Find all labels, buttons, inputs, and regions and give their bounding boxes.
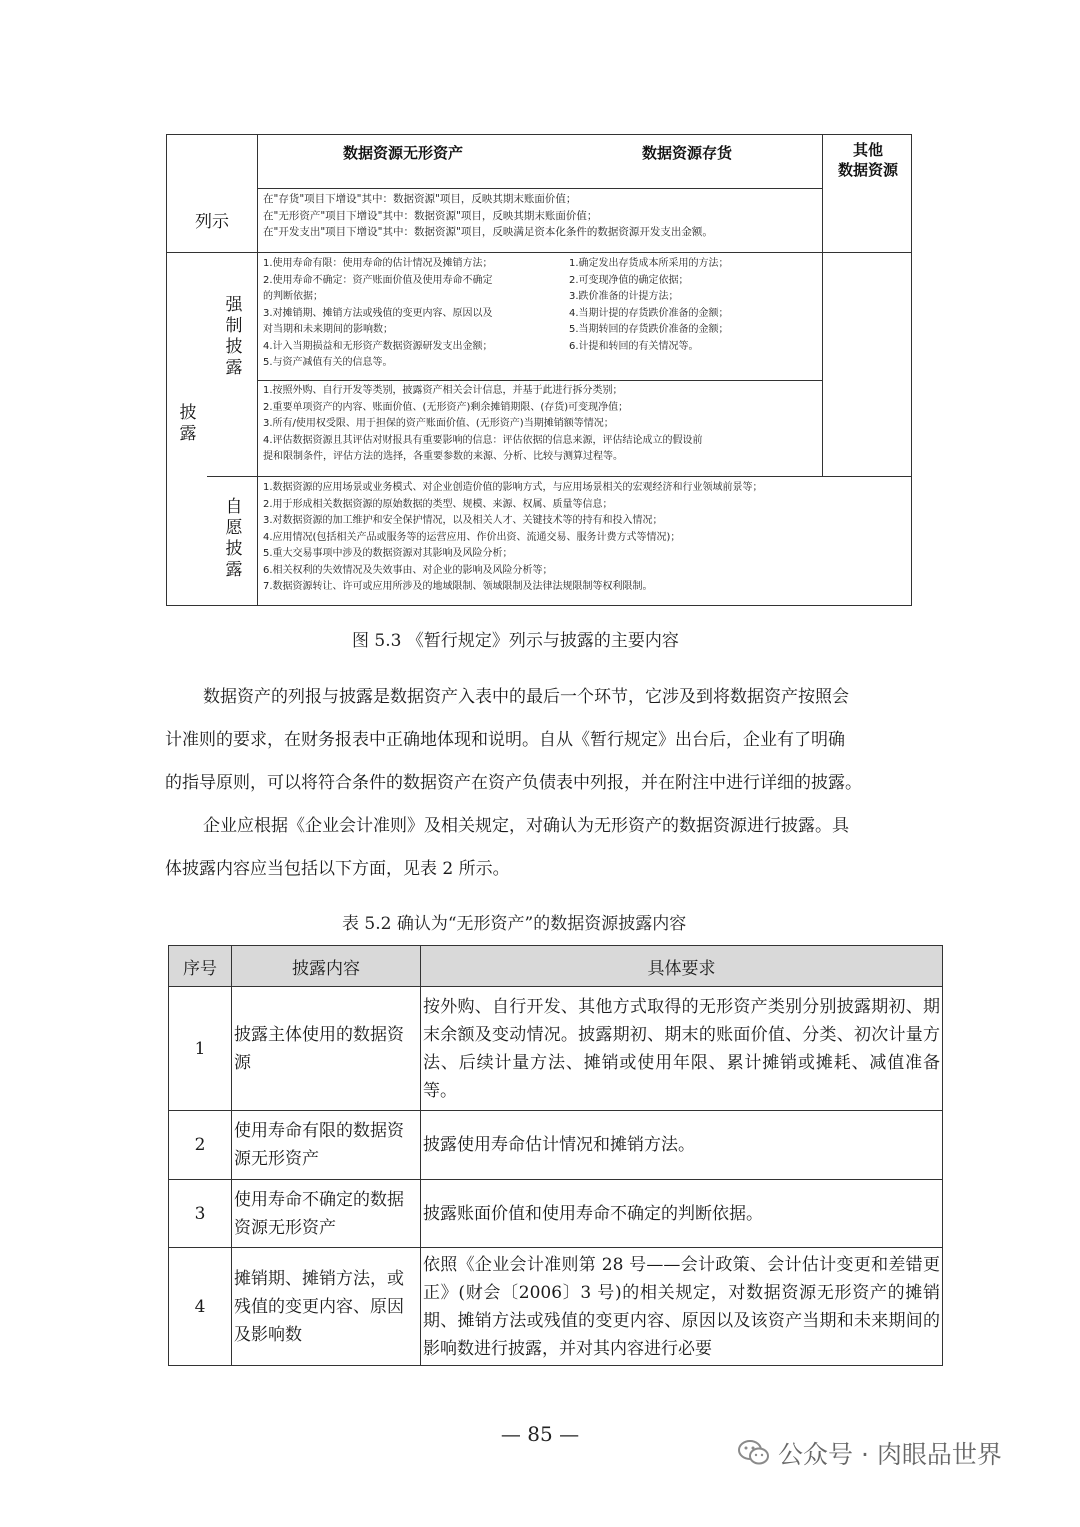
disclosure-table	[168, 945, 943, 1366]
row-requirement: 依照《企业会计准则第 28 号——会计政策、会计估计变更和差错更正》(财会〔2006〕3 号)的相关规定，对数据资源无形资产的摊销期、摊销方法或残值的变更内容、原因以及该资产当期和未来期间的影响数进行披露，并对其内容进行必要	[421, 1248, 943, 1366]
table-row	[169, 1180, 943, 1248]
header-no: 序号	[169, 946, 232, 987]
row-content: 摊销期、摊销方法，或残值的变更内容、原因及影响数	[232, 1248, 421, 1366]
header-intangible: 数据资源无形资产	[343, 144, 464, 162]
row-no: 3	[169, 1180, 232, 1248]
paragraph-line: 企业应根据《企业会计准则》及相关规定，对确认为无形资产的数据资源进行披露。具	[203, 816, 849, 836]
table-row	[169, 1111, 943, 1180]
grid-line	[822, 135, 823, 476]
category-voluntary: 自愿披露	[225, 497, 243, 580]
figure-caption: 图 5.3 《暂行规定》列示与披露的主要内容	[352, 631, 679, 651]
row-no: 4	[169, 1248, 232, 1366]
watermark-text: 公众号 · 肉眼品世界	[778, 1440, 1002, 1469]
category-presentation: 列示	[195, 212, 229, 232]
paragraph-line: 数据资产的列报与披露是数据资产入表中的最后一个环节，它涉及到将数据资产按照会	[203, 687, 849, 707]
row-no: 1	[169, 987, 232, 1111]
paragraph-line: 的指导原则，可以将符合条件的数据资产在资产负债表中列报，并在附注中进行详细的披露。	[165, 773, 862, 793]
grid-line	[207, 476, 911, 477]
row-content: 使用寿命不确定的数据资源无形资产	[232, 1180, 421, 1248]
category-mandatory: 强制披露	[225, 295, 243, 378]
grid-line	[257, 135, 258, 605]
mandatory-inventory-text: 1.确定发出存货成本所采用的方法； 2.可变现净值的确定依据； 3.跌价准备的计提方法； 4.当期计提的存货跌价准备的金额； 5.当期转回的存货跌价准备的金额； 6.计提和转回的有关情况等。	[569, 258, 729, 352]
header-inventory: 数据资源存货	[642, 144, 733, 162]
table-row	[169, 987, 943, 1111]
watermark	[738, 1436, 1002, 1470]
mandatory-common-text: 1.按照外购、自行开发等类别，披露资产相关会计信息，并基于此进行拆分类别； 2.重要单项资产的内容、账面价值、(无形资产)剩余摊销期限、(存货)可变现净值； 3.所有/使用权受限、用于担保的资产账面价值、(无形资产)当期摊销额等情况； 4.评估数据资源且其评估对财报具有重要影响的信息：评估依据的信息来源，评估结论成立的假设前 提和限制条件，评估方法的选择，各重要参数的来源、分析、比较与测算过程等。	[263, 385, 703, 462]
header-content: 披露内容	[232, 946, 421, 987]
paragraph-line: 计准则的要求，在财务报表中正确地体现和说明。自从《暂行规定》出台后，企业有了明确	[165, 730, 845, 750]
header-other: 其他 数据资源	[837, 141, 898, 179]
row-content: 使用寿命有限的数据资源无形资产	[232, 1111, 421, 1180]
wechat-icon	[738, 1439, 770, 1467]
row-content: 披露主体使用的数据资源	[232, 987, 421, 1111]
grid-line	[257, 188, 822, 189]
paragraph-line: 体披露内容应当包括以下方面，见表 2 所示。	[165, 859, 510, 879]
voluntary-text: 1.数据资源的应用场景或业务模式、对企业创造价值的影响方式，与应用场景相关的宏观经济和行业领域前景等； 2.用于形成相关数据资源的原始数据的类型、规模、来源、权属、质量等信息； 3.对数据资源的加工维护和安全保护情况，以及相关人才、关键技术等的持有和投入情况； 4.应用情况(包括相关产品或服务等的运营应用、作价出资、流通交易、服务计费方式等情况)； 5.重大交易事项中涉及的数据资源对其影响及风险分析； 6.相关权利的失效情况及失效事由、对企业的影响及风险分析等； 7.数据资源转让、许可或应用所涉及的地域限制、领域限制及法律法规限制等权利限制。	[263, 482, 763, 592]
figure-table	[166, 134, 912, 606]
row-no: 2	[169, 1111, 232, 1180]
grid-line	[167, 252, 911, 253]
table-header-row	[169, 946, 943, 987]
mandatory-intangible-text: 1.使用寿命有限：使用寿命的估计情况及摊销方法； 2.使用寿命不确定：资产账面价值及使用寿命不确定 的判断依据； 3.对摊销期、摊销方法或残值的变更内容、原因以及 对当期和未来期间的影响数； 4.计入当期损益和无形资产数据资源研发支出金额； 5.与资产减值有关的信息等。	[263, 258, 493, 368]
page-number: — 85 —	[500, 1422, 580, 1446]
row-requirement: 按外购、自行开发、其他方式取得的无形资产类别分别披露期初、期末余额及变动情况。披露期初、期末的账面价值、分类、初次计量方法、后续计量方法、摊销或使用年限、累计摊销或摊耗、减值准备等。	[421, 987, 943, 1111]
grid-line	[257, 380, 822, 381]
row-requirement: 披露使用寿命估计情况和摊销方法。	[421, 1111, 943, 1180]
table-row	[169, 1248, 943, 1366]
header-requirement: 具体要求	[421, 946, 943, 987]
category-disclosure: 披露	[179, 403, 197, 444]
table-caption: 表 5.2 确认为“无形资产”的数据资源披露内容	[342, 914, 687, 934]
row-requirement: 披露账面价值和使用寿命不确定的判断依据。	[421, 1180, 943, 1248]
presentation-text: 在"存货"项目下增设"其中：数据资源"项目，反映其期末账面价值； 在"无形资产"项目下增设"其中：数据资源"项目，反映其期末账面价值； 在"开发支出"项目下增设"其中：数据资源"项目，反映满足资本化条件的数据资源开发支出金额。	[263, 193, 713, 238]
